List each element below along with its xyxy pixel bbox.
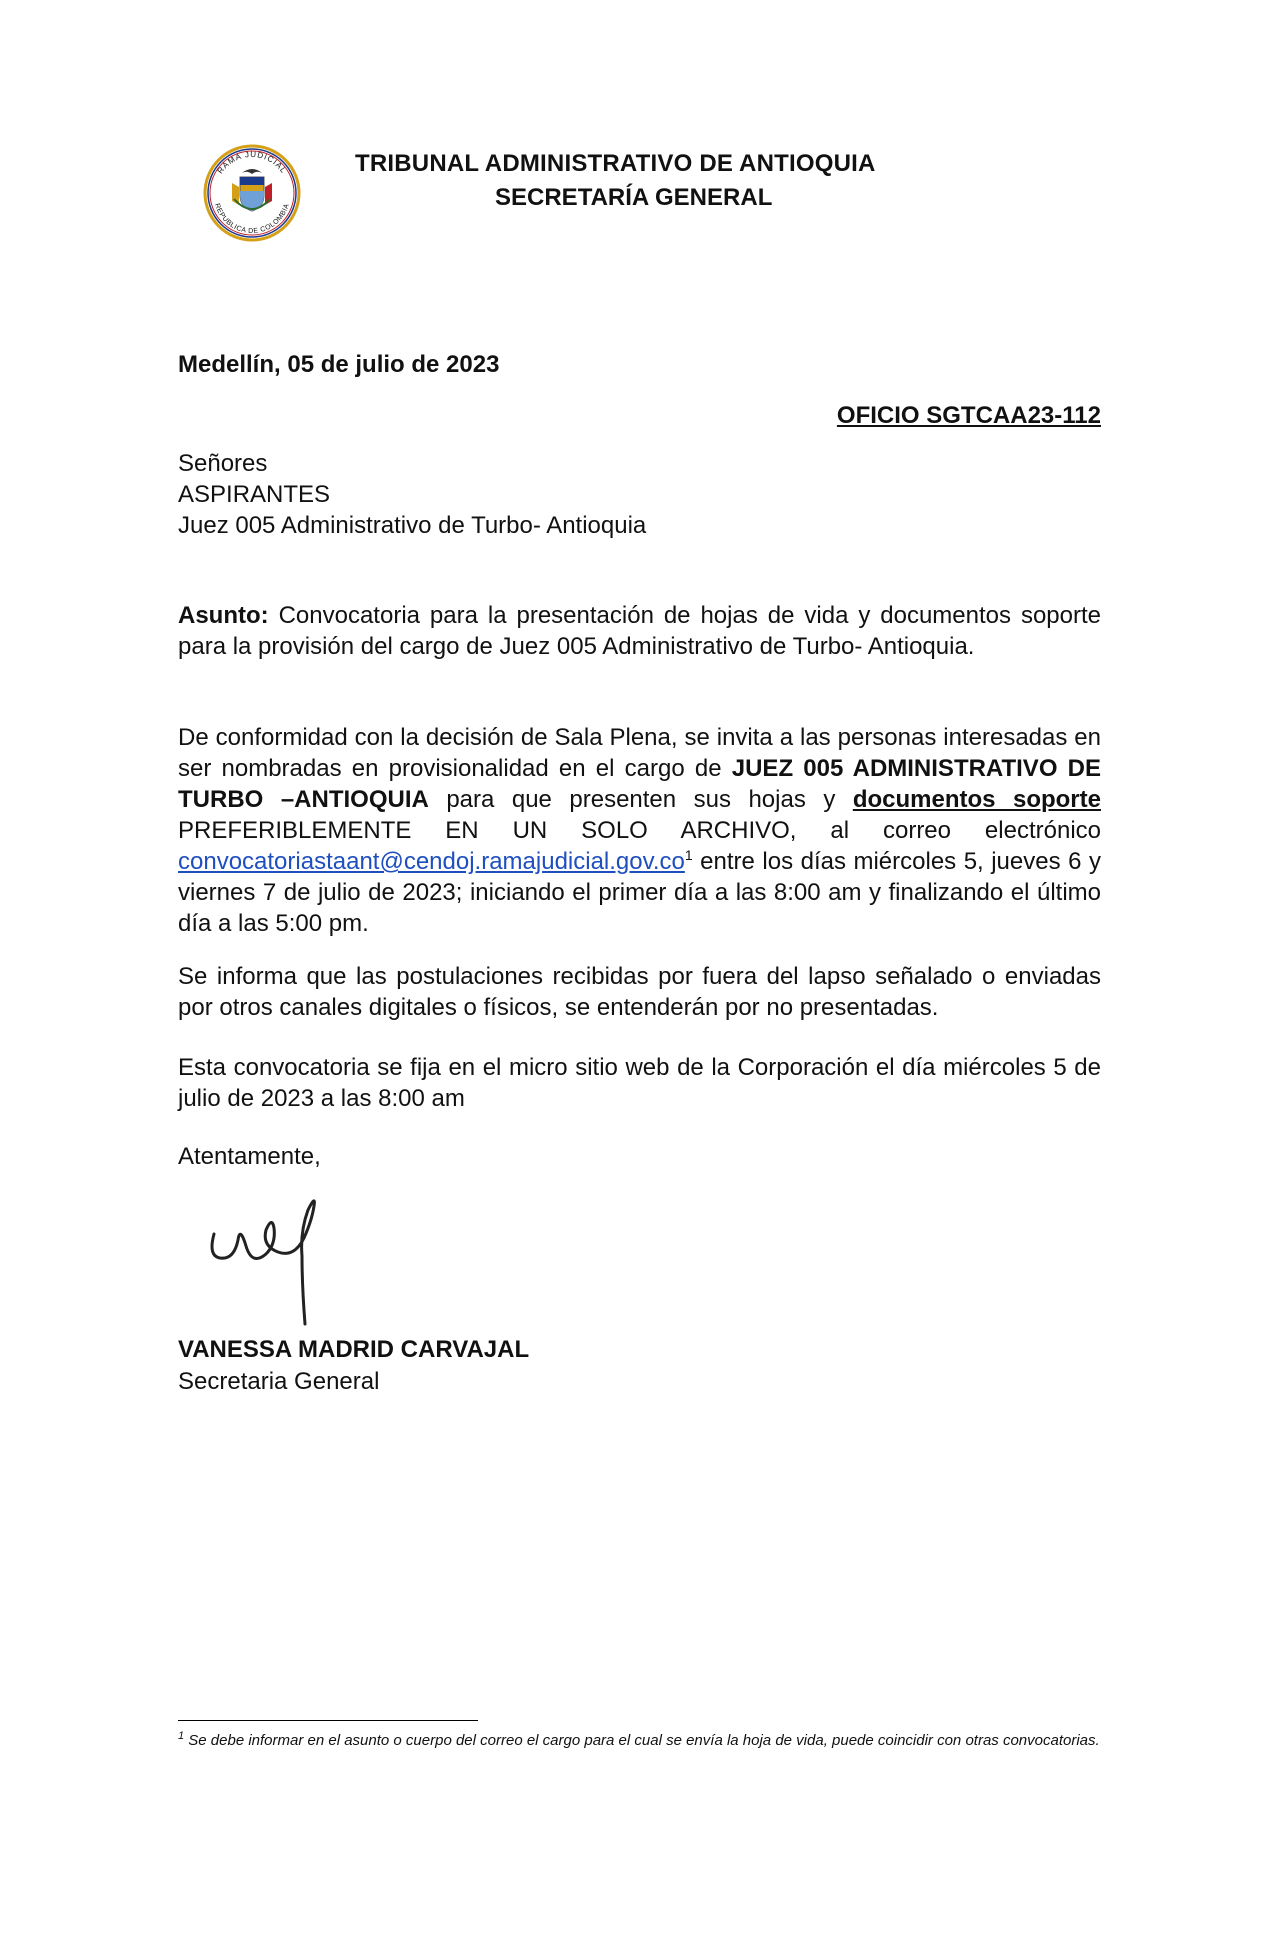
- rama-judicial-seal-logo: [202, 143, 302, 243]
- recipient-position: Juez 005 Administrativo de Turbo- Antioquia: [178, 512, 647, 539]
- subject-paragraph: [178, 600, 1101, 662]
- supporting-documents-emphasis: documentos soporte: [852, 786, 1101, 813]
- department-title: SECRETARÍA GENERAL: [495, 184, 773, 211]
- footnote-text: Se debe informar en el asunto o cuerpo del correo el cargo para el cual se envía la hoja de vida, puede coincidir con otras convocatorias.: [184, 1732, 1100, 1749]
- recipient-block: [178, 448, 646, 541]
- svg-text:RAMA JUDICIAL: RAMA JUDICIAL: [215, 149, 289, 176]
- footnote: [178, 1730, 1101, 1751]
- body-text: PREFERIBLEMENTE EN UN SOLO ARCHIVO, al correo electrónico: [178, 817, 1101, 844]
- signer-role: Secretaria General: [178, 1368, 380, 1395]
- reference-number: OFICIO SGTCAA23-112: [836, 402, 1101, 429]
- footnote-ref: 1: [684, 847, 693, 863]
- subject-label: Asunto:: [178, 602, 269, 629]
- body-paragraph-3: Esta convocatoria se fija en el micro sitio web de la Corporación el día miércoles 5 de julio de 2023 a las 8:00 am: [178, 1054, 1101, 1112]
- body-text: para que presenten sus hojas y: [428, 786, 853, 813]
- subject-text: Convocatoria para la presentación de hojas de vida y documentos soporte para la provisión del cargo de Juez 005 Administrativo de Turbo- Antioquia.: [178, 602, 1101, 660]
- recipient-group: ASPIRANTES: [178, 481, 331, 508]
- closing: Atentamente,: [178, 1143, 321, 1170]
- position-name: JUEZ 005 ADMINISTRATIVO DE TURBO –ANTIOQUIA: [178, 755, 1102, 813]
- handwritten-signature: [178, 1176, 393, 1341]
- footnote-divider: [178, 1720, 478, 1721]
- body-paragraph-2: Se informa que las postulaciones recibidas por fuera del lapso señalado o enviadas por otros canales digitales o físicos, se entenderán por no presentadas.: [178, 963, 1101, 1021]
- institution-title: TRIBUNAL ADMINISTRATIVO DE ANTIOQUIA: [355, 150, 876, 177]
- place-date: Medellín, 05 de julio de 2023: [178, 351, 500, 378]
- body-text: De conformidad con la decisión de Sala Plena, se invita a las personas interesadas en ser nombradas en provisionalidad en el cargo de: [178, 724, 1101, 782]
- signer-name: VANESSA MADRID CARVAJAL: [178, 1336, 530, 1363]
- body-text: entre los días miércoles 5, jueves 6 y viernes 7 de julio de 2023; iniciando el primer día a las 8:00 am y finalizando el último día a las 5:00 pm.: [178, 848, 1101, 937]
- svg-text:REPUBLICA DE COLOMBIA: REPUBLICA DE COLOMBIA: [213, 202, 291, 236]
- body-paragraph-1: [178, 722, 1101, 939]
- recipient-salutation: Señores: [178, 450, 268, 477]
- footnote-number: 1: [178, 1730, 185, 1742]
- email-link[interactable]: convocatoriastaant@cendoj.ramajudicial.gov.co: [178, 848, 685, 875]
